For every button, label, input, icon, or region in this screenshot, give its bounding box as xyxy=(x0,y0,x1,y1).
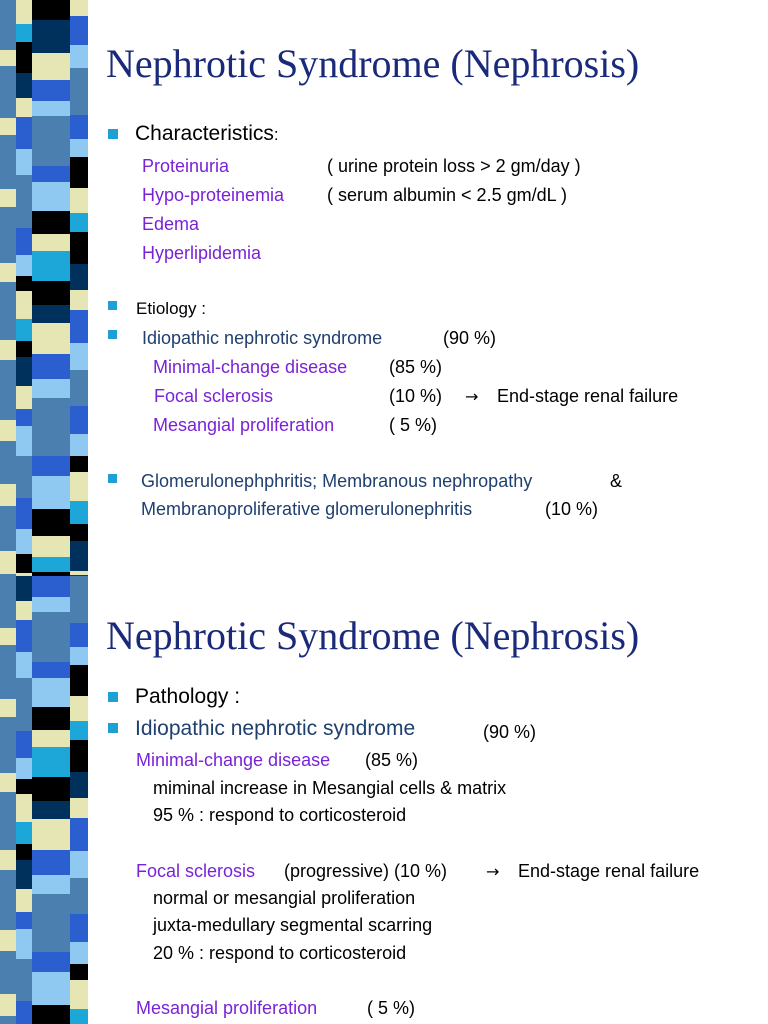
characteristics-heading: Characteristics: xyxy=(135,122,279,145)
strip-block xyxy=(16,822,32,844)
glomerulo-ampersand: & xyxy=(610,471,623,491)
strip-block xyxy=(70,980,88,1009)
strip-block xyxy=(16,731,32,758)
right-arrow-icon: → xyxy=(486,862,500,881)
strip-block xyxy=(32,972,70,1005)
strip-block xyxy=(70,472,88,501)
strip-block xyxy=(70,942,88,964)
strip-block xyxy=(16,228,32,255)
strip-block xyxy=(32,144,70,166)
strip-block xyxy=(0,456,16,484)
strip-block xyxy=(70,878,88,899)
strip-block xyxy=(0,506,16,522)
strip-block xyxy=(0,340,16,360)
strip-block xyxy=(70,524,88,541)
strip-block xyxy=(32,894,70,926)
strip-block xyxy=(0,966,16,994)
strip-block xyxy=(0,28,16,50)
strip-block xyxy=(32,456,70,476)
item-term: Hyperlipidemia xyxy=(142,243,262,263)
strip-block xyxy=(32,80,70,101)
bullet-square-icon xyxy=(108,330,117,339)
strip-block xyxy=(0,522,16,551)
strip-block xyxy=(16,889,32,912)
strip-block xyxy=(0,930,16,951)
strip-block xyxy=(32,801,70,819)
strip-block xyxy=(16,620,32,652)
strip-block xyxy=(70,740,88,772)
strip-block xyxy=(16,0,32,24)
strip-block xyxy=(32,251,70,281)
strip-block xyxy=(32,323,70,354)
bullet-square-icon xyxy=(108,301,117,310)
strip-block xyxy=(32,398,70,430)
strip-block xyxy=(16,255,32,276)
strip-block xyxy=(0,360,16,393)
strip-block xyxy=(0,95,16,118)
idiopathic-label: Idiopathic nephrotic syndrome xyxy=(135,717,416,740)
strip-block xyxy=(70,115,88,139)
strip-block xyxy=(70,290,88,310)
strip-block xyxy=(0,994,16,1016)
strip-block xyxy=(32,850,70,875)
strip-block xyxy=(0,393,16,420)
strip-block xyxy=(70,593,88,623)
minimal-change-label: Minimal-change disease xyxy=(153,357,348,377)
focal-sclerosis-label: Focal sclerosis xyxy=(154,386,274,406)
strip-block xyxy=(70,541,88,571)
strip-block xyxy=(0,605,16,628)
strip-block xyxy=(16,576,32,601)
strip-block xyxy=(70,456,88,472)
strip-block xyxy=(70,434,88,456)
item-term: Hypo-proteinemia xyxy=(142,185,285,205)
strip-block xyxy=(16,456,32,480)
strip-block xyxy=(70,45,88,68)
strip-block xyxy=(16,73,32,98)
slide-title: Nephrotic Syndrome (Nephrosis) xyxy=(106,41,640,86)
strip-block xyxy=(70,623,88,647)
item-detail: ( urine protein loss > 2 gm/day ) xyxy=(327,156,581,176)
strip-block xyxy=(32,101,70,116)
strip-block xyxy=(0,282,16,314)
strip-block xyxy=(32,875,70,894)
strip-block xyxy=(16,844,32,860)
focal-sclerosis-outcome: End-stage renal failure xyxy=(497,386,679,406)
strip-block xyxy=(70,721,88,740)
mesangial-label: Mesangial proliferation xyxy=(153,415,335,435)
strip-block xyxy=(32,707,70,730)
strip-block xyxy=(0,903,16,930)
strip-block xyxy=(70,68,88,85)
strip-block xyxy=(32,53,70,80)
strip-block xyxy=(0,314,16,340)
strip-block xyxy=(70,665,88,696)
strip-block xyxy=(32,354,70,379)
strip-block xyxy=(0,441,16,456)
strip-block xyxy=(70,157,88,188)
strip-block xyxy=(32,612,70,640)
strip-block xyxy=(16,175,32,195)
strip-block xyxy=(16,98,32,117)
strip-block xyxy=(16,652,32,678)
minimal-change-detail: 95 % : respond to corticosteroid xyxy=(153,805,407,825)
strip-block xyxy=(16,554,32,573)
focal-sclerosis-pct: (10 %) xyxy=(389,386,443,406)
strip-block xyxy=(16,959,32,983)
strip-block xyxy=(0,628,16,645)
strip-block xyxy=(70,343,88,370)
strip-block xyxy=(70,310,88,343)
minimal-change-pct: (85 %) xyxy=(389,357,443,377)
strip-block xyxy=(0,748,16,773)
strip-block xyxy=(70,696,88,721)
focal-sclerosis-label: Focal sclerosis xyxy=(136,861,256,881)
etiology-heading: Etiology : xyxy=(136,299,206,318)
strip-block xyxy=(32,536,70,557)
strip-block xyxy=(70,851,88,878)
strip-block xyxy=(70,576,88,593)
pathology-heading: Pathology : xyxy=(135,685,241,708)
strip-block xyxy=(70,818,88,851)
strip-block xyxy=(70,16,88,45)
strip-block xyxy=(0,0,16,28)
strip-block xyxy=(16,1001,32,1024)
strip-block xyxy=(70,899,88,914)
strip-block xyxy=(32,1005,70,1024)
strip-block xyxy=(0,66,16,95)
strip-block xyxy=(0,773,16,792)
strip-block xyxy=(32,926,70,952)
strip-block xyxy=(0,551,16,574)
strip-block xyxy=(16,409,32,426)
strip-block xyxy=(0,207,16,238)
mesangial-pct: ( 5 %) xyxy=(389,415,438,435)
glomerulo-line-1: Glomerulonephphritis; Membranous nephropathy xyxy=(141,471,533,491)
bullet-square-icon xyxy=(108,129,118,139)
strip-block xyxy=(32,819,70,850)
strip-block xyxy=(16,291,32,319)
strip-block xyxy=(16,480,32,498)
strip-block xyxy=(0,792,16,824)
strip-block xyxy=(16,42,32,73)
strip-block xyxy=(0,263,16,282)
strip-block xyxy=(70,647,88,665)
strip-block xyxy=(0,850,16,870)
strip-block xyxy=(32,662,70,678)
strip-block xyxy=(0,699,16,717)
strip-block xyxy=(32,0,70,20)
bullet-square-icon xyxy=(108,474,117,483)
strip-block xyxy=(16,779,32,794)
strip-block xyxy=(70,264,88,290)
right-arrow-icon: → xyxy=(465,387,479,406)
slide-2 xyxy=(0,576,768,1024)
mesangial-label: Mesangial proliferation xyxy=(136,998,318,1018)
strip-block xyxy=(32,952,70,972)
strip-block xyxy=(0,951,16,966)
strip-block xyxy=(16,357,32,386)
item-term: Proteinuria xyxy=(142,156,230,176)
strip-block xyxy=(32,281,70,305)
strip-block xyxy=(0,824,16,850)
mesangial-pct: ( 5 %) xyxy=(367,998,416,1018)
strip-block xyxy=(0,870,16,903)
strip-block xyxy=(16,195,32,228)
strip-block xyxy=(16,386,32,409)
strip-block xyxy=(0,238,16,263)
glomerulo-line-2: Membranoproliferative glomerulonephritis xyxy=(141,499,473,519)
item-term: Edema xyxy=(142,214,200,234)
strip-block xyxy=(16,341,32,357)
strip-block xyxy=(70,85,88,115)
strip-block xyxy=(32,777,70,801)
strip-block xyxy=(70,406,88,434)
strip-block xyxy=(70,1009,88,1024)
strip-block xyxy=(16,601,32,620)
strip-block xyxy=(32,234,70,251)
strip-block xyxy=(16,276,32,291)
strip-block xyxy=(32,597,70,612)
strip-block xyxy=(32,379,70,398)
strip-block xyxy=(32,182,70,211)
strip-block xyxy=(70,914,88,942)
strip-block xyxy=(32,476,70,509)
strip-block xyxy=(16,426,32,456)
strip-block xyxy=(0,1016,16,1024)
strip-block xyxy=(16,678,32,698)
strip-block xyxy=(0,484,16,506)
slide-title: Nephrotic Syndrome (Nephrosis) xyxy=(106,613,640,658)
strip-block xyxy=(0,135,16,165)
strip-block xyxy=(0,420,16,441)
strip-block xyxy=(16,24,32,42)
strip-block xyxy=(70,0,88,16)
strip-block xyxy=(70,139,88,157)
minimal-change-pct: (85 %) xyxy=(365,750,419,770)
strip-block xyxy=(32,166,70,182)
bullet-square-icon xyxy=(108,692,118,702)
strip-block xyxy=(16,794,32,822)
strip-block xyxy=(32,557,70,572)
strip-block xyxy=(70,798,88,818)
strip-block xyxy=(70,370,88,391)
strip-block xyxy=(16,117,32,149)
strip-block xyxy=(0,189,16,207)
glomerulo-pct: (10 %) xyxy=(545,499,599,519)
minimal-change-label: Minimal-change disease xyxy=(136,750,331,770)
focal-sclerosis-outcome: End-stage renal failure xyxy=(518,861,700,881)
focal-sclerosis-pct: (progressive) (10 %) xyxy=(284,861,448,881)
strip-block xyxy=(16,319,32,341)
strip-block xyxy=(32,576,70,597)
strip-block xyxy=(0,118,16,135)
strip-block xyxy=(32,20,70,53)
strip-block xyxy=(16,912,32,929)
strip-block xyxy=(16,498,32,529)
idiopathic-label: Idiopathic nephrotic syndrome xyxy=(142,328,383,348)
strip-block xyxy=(70,391,88,406)
strip-block xyxy=(32,640,70,662)
strip-block xyxy=(70,772,88,798)
bullet-square-icon xyxy=(108,723,118,733)
strip-block xyxy=(0,645,16,675)
focal-sclerosis-detail: juxta-medullary segmental scarring xyxy=(153,915,433,935)
strip-block xyxy=(32,211,70,234)
strip-block xyxy=(70,232,88,264)
strip-block xyxy=(0,50,16,66)
strip-block xyxy=(32,305,70,323)
strip-block xyxy=(70,213,88,232)
strip-block xyxy=(0,576,16,605)
strip-block xyxy=(0,165,16,189)
focal-sclerosis-detail: 20 % : respond to corticosteroid xyxy=(153,943,407,963)
strip-block xyxy=(32,730,70,747)
strip-block xyxy=(70,964,88,980)
strip-block xyxy=(16,929,32,959)
focal-sclerosis-detail: normal or mesangial proliferation xyxy=(153,888,416,908)
item-detail: ( serum albumin < 2.5 gm/dL ) xyxy=(327,185,567,205)
strip-block xyxy=(0,675,16,699)
strip-block xyxy=(32,747,70,777)
strip-block xyxy=(16,758,32,779)
strip-block xyxy=(16,149,32,175)
strip-block xyxy=(32,116,70,144)
strip-block xyxy=(16,860,32,889)
strip-block xyxy=(32,678,70,707)
strip-block xyxy=(0,717,16,748)
strip-block xyxy=(32,509,70,536)
idiopathic-pct: (90 %) xyxy=(443,328,497,348)
strip-block xyxy=(70,188,88,213)
decorative-strip xyxy=(0,576,90,1024)
strip-block xyxy=(16,698,32,731)
strip-block xyxy=(70,501,88,524)
idiopathic-pct: (90 %) xyxy=(483,722,537,742)
strip-block xyxy=(16,529,32,554)
strip-block xyxy=(32,430,70,456)
strip-block xyxy=(16,983,32,1001)
minimal-change-detail: miminal increase in Mesangial cells & matrix xyxy=(153,778,507,798)
decorative-strip xyxy=(0,0,90,576)
